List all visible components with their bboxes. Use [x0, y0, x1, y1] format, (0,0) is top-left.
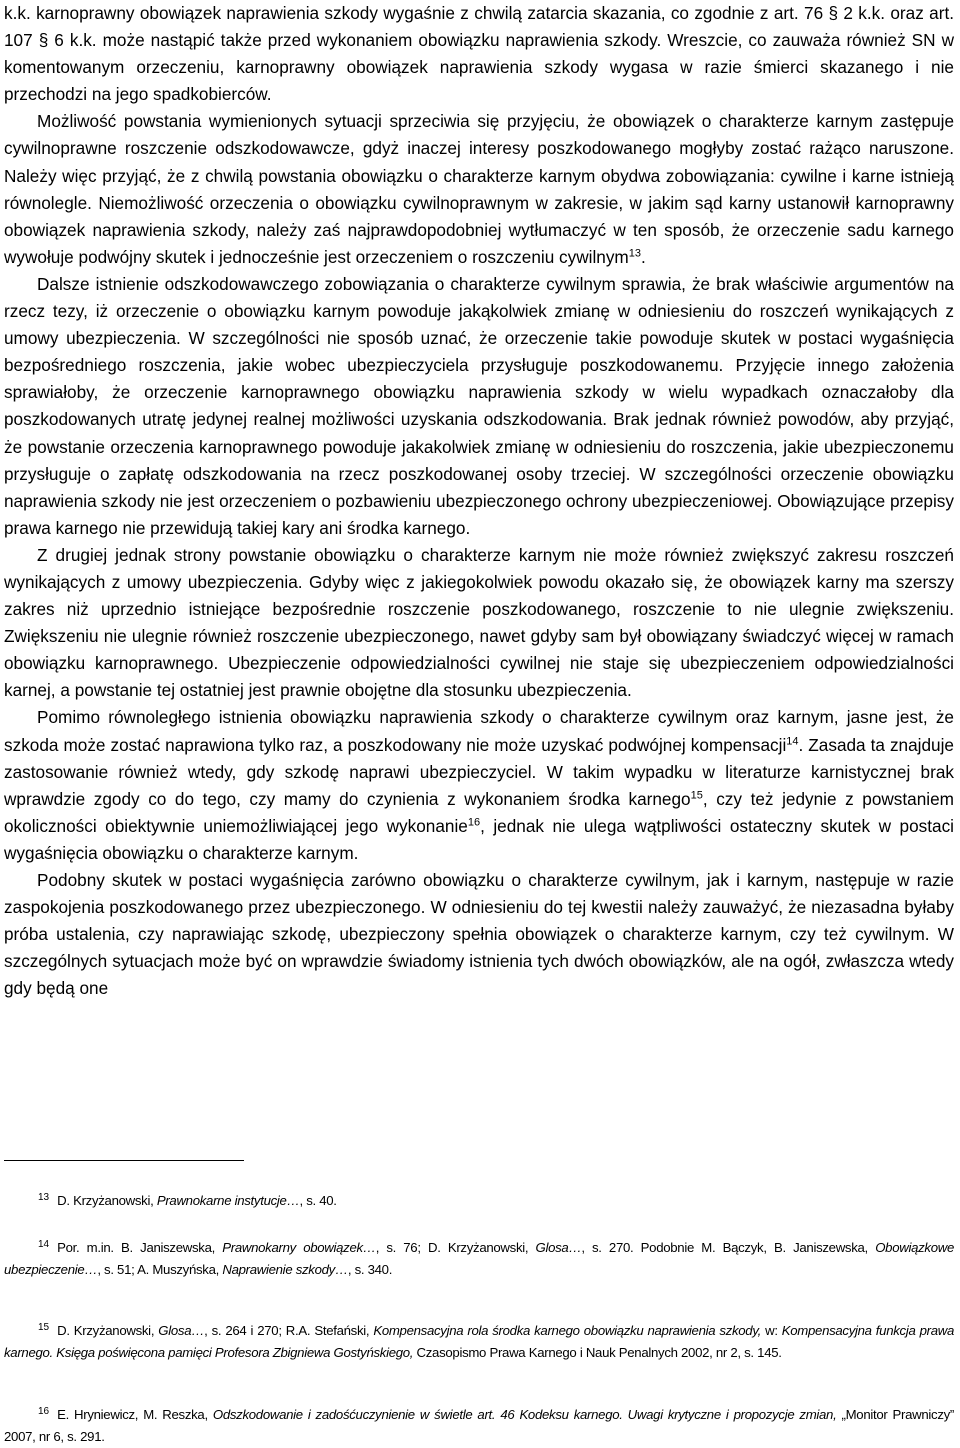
document-body: [4, 0, 954, 1002]
footnote-separator: [4, 1160, 244, 1161]
footnote-ref-15[interactable]: 15: [690, 788, 703, 801]
paragraph-2: Możliwość powstania wymienionych sytuacji sprzeciwia się przyjęciu, że obowiązek o charakterze karnym zastępuje cywilnoprawne roszczenie odszkodowawcze, gdyż inaczej interesy poszkodowanego mogłyby zostać rażąco naruszone. Należy więc przyjąć, że z chwilą powstania obowiązku o charakterze karnym obydwa zobowiązania: cywilne i karne istnieją równolegle. Niemożliwość orzeczenia o obowiązku cywilnoprawnym w zakresie, w jakim sąd karny ustanowił karnoprawny obowiązek naprawienia szkody, należy zaś najprawdopodobniej wytłumaczyć w ten sposób, że orzeczenie sadu karnego wywołuje podwójny skutek i jednocześnie jest orzeczeniem o roszczeniu cywilnym$^{13}$.: [4, 111, 954, 267]
footnote-15: $^{15}$ D. Krzyżanowski, Glosa…, s. 264 i 270; R.A. Stefański, Kompensacyjna rola środka karnego obowiązku naprawienia szkody, w: Kompensacyjna funkcja prawa karnego. Księga poświęcona pamięci Profesora Zbigniewa Gostyńskiego, Czasopismo Prawa Karnego i Nauk Penalnych 2002, nr 2, s. 145.: [4, 1321, 954, 1360]
footnote-13: $^{13}$ D. Krzyżanowski, Prawnokarne instytucje…, s. 40.: [38, 1191, 337, 1208]
footnote-ref-13[interactable]: 13: [628, 247, 642, 260]
footnote-14: $^{14}$ Por. m.in. B. Janiszewska, Prawnokarny obowiązek…, s. 76; D. Krzyżanowski, Glosa…, s. 270. Podobnie M. Bączyk, B. Janiszewska, Obowiązkowe ubezpieczenie…, s. 51; A. Muszyńska, Naprawienie szkody…, s. 340.: [4, 1238, 954, 1277]
footnote-ref-14[interactable]: 14: [786, 734, 799, 747]
paragraph-1: k.k. karnoprawny obowiązek naprawienia szkody wygaśnie z chwilą zatarcia skazania, co zgodnie z art. 76 § 2 k.k. oraz art. 107 § 6 k.k. może nastąpić także przed wykonaniem obowiązku naprawienia szkody. Wreszcie, co zauważa również SN w komentowanym orzeczeniu, karnoprawny obowiązek naprawienia szkody wygasa w razie śmierci skazanego i nie przechodzi na jego spadkobierców.: [4, 3, 954, 105]
paragraph-5: Pomimo równoległego istnienia obowiązku naprawienia szkody o charakterze cywilnym oraz karnym, jasne jest, że szkoda może zostać naprawiona tylko raz, a poszkodowany nie może uzyskać podwójnej kompensacji$^{14}$. Zasada ta znajduje zastosowanie również wtedy, gdy szkodę naprawi ubezpieczyciel. W takim wypadku w literaturze karnistycznej brak wprawdzie zgody co do tego, czy mamy do czynienia z wykonaniem środka karnego$^{15}$, czy też jedynie z powstaniem okoliczności obiektywnie uniemożliwiającej jego wykonanie$^{16}$, jednak nie ulega wątpliwości ostateczny skutek w postaci wygaśnięcia obowiązku o charakterze karnym.: [4, 707, 954, 863]
paragraph-3: Dalsze istnienie odszkodowawczego zobowiązania o charakterze cywilnym sprawia, że brak właściwie argumentów na rzecz tezy, iż orzeczenie o obowiązku karnym powoduje jakąkolwiek zmianę w odniesieniu do roszczeń wynikających z umowy ubezpieczenia. W szczególności nie sposób uznać, że orzeczenie takie powoduje skutek w postaci wygaśnięcia bezpośredniego roszczenia, jakie wobec ubezpieczyciela przysługuje poszkodowanemu. Przyjęcie innego założenia sprawiałoby, że orzeczenie karnoprawnego obowiązku naprawienia szkody w wielu wypadkach oznaczałoby dla poszkodowanych utratę jedynej realnej możliwości uzyskania odszkodowania. Brak jednak również powodów, aby przyjąć, że powstanie orzeczenia karnoprawnego powoduje jakakolwiek zmianę w odniesieniu do roszczenia, jakie ubezpieczonemu przysługuje o zapłatę odszkodowania na rzecz poszkodowanej osoby trzeciej. W szczególności orzeczenie obowiązku naprawienia szkody nie jest orzeczeniem o pozbawieniu ubezpieczonego ochrony ubezpieczeniowej. Obowiązujące przepisy prawa karnego nie przewidują takiej kary ani środka karnego.: [4, 273, 954, 538]
paragraph-4: Z drugiej jednak strony powstanie obowiązku o charakterze karnym nie może również zwiększyć zakresu roszczeń wynikających z umowy ubezpieczenia. Gdyby więc z jakiegokolwiek powodu okazało się, że obowiązek karny ma szerszy zakres niż uprzednio istniejące bezpośrednie roszczenie poszkodowanego, roszczenie to nie ulegnie zwiększeniu. Zwiększeniu nie ulegnie również roszczenie ubezpieczonego, nawet gdyby sam był obowiązany świadczyć więcej w ramach obowiązku karnoprawnego. Ubezpieczenie odpowiedzialności cywilnej nie staje się ubezpieczeniem odpowiedzialności karnej, a powstanie tej ostatniej jest prawnie obojętne dla stosunku ubezpieczenia.: [4, 544, 954, 701]
paragraph-6: Podobny skutek w postaci wygaśnięcia zarówno obowiązku o charakterze cywilnym, jak i karnym, następuje w razie zaspokojenia poszkodowanego przez ubezpieczonego. W odniesieniu do tej kwestii należy zauważyć, że niezasadna byłaby próba ustalenia, czy naprawiając szkodę, ubezpieczony spełnia obowiązek o charakterze karnym, czy też cywilnym. W szczególnych sytuacjach może być on wprawdzie świadomy istnienia tych dwóch obowiązków, ale na ogół, zwłaszcza wtedy gdy będą one: [4, 870, 954, 999]
footnote-16: $^{16}$ E. Hryniewicz, M. Reszka, Odszkodowanie i zadośćuczynienie w świetle art. 46 Kodeksu karnego. Uwagi krytyczne i propozycje zmian, „Monitor Prawniczy” 2007, nr 6, s. 291.: [4, 1405, 955, 1444]
footnote-ref-16[interactable]: 16: [467, 816, 481, 829]
